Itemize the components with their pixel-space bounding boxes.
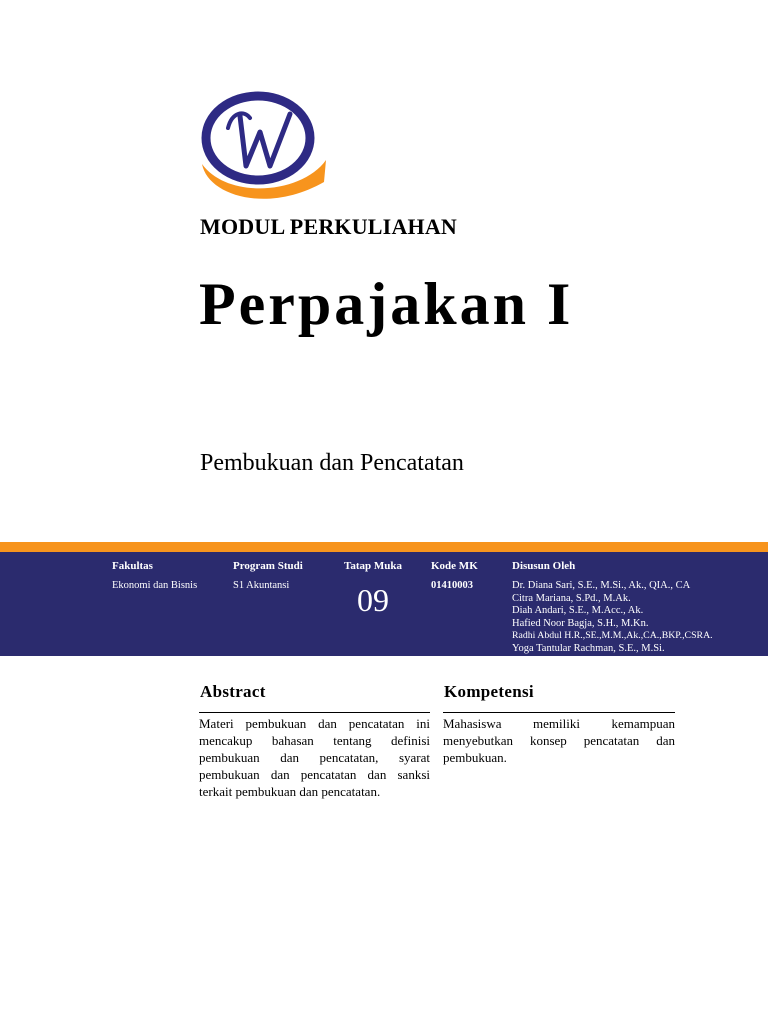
abstract-rule [199,712,430,713]
competence-text: Mahasiswa memiliki kemampuan menyebutkan konsep pencatatan dan pembukuan. [443,716,675,765]
w-logo [198,88,330,206]
meeting-number: 09 [357,582,389,618]
code-header: Kode MK [431,560,478,572]
author-name: Diah Andari, S.E., M.Acc., Ak. [512,605,644,617]
faculty-value: Ekonomi dan Bisnis [112,580,198,591]
abstract-title: Abstract [200,682,266,701]
author-name: Hafied Noor Bagja, S.H., M.Kn. [512,617,649,629]
course-info-band [0,552,768,656]
competence-rule [443,712,675,713]
meeting-header: Tatap Muka [344,560,402,572]
authors-header: Disusun Oleh [512,560,576,572]
module-label: MODUL PERKULIAHAN [200,214,458,239]
program-header: Program Studi [233,560,303,572]
author-name: Yoga Tantular Rachman, S.E., M.Si. [512,642,665,654]
author-name: Citra Mariana, S.Pd., M.Ak. [512,592,631,604]
course-code: 01410003 [431,580,473,591]
competence-title: Kompetensi [444,682,534,701]
topic-title: Pembukuan dan Pencatatan [200,450,464,476]
author-name: Dr. Diana Sari, S.E., M.Si., Ak., QIA., CA [512,580,691,591]
author-name: Radhi Abdul H.R.,SE.,M.M.,Ak.,CA.,BKP.,CSRA. [512,630,713,642]
orange-divider [0,542,768,552]
course-title: Perpajakan I [199,271,574,337]
authors-list [512,580,713,656]
abstract-text: Materi pembukuan dan pencatatan ini mencakup bahasan tentang definisi pembukuan dan pencatatan, syarat pembukuan dan pencatatan dan sanksi terkait pembukuan dan pencatatan. [199,716,430,799]
program-value: S1 Akuntansi [233,580,290,591]
faculty-header: Fakultas [112,560,153,572]
